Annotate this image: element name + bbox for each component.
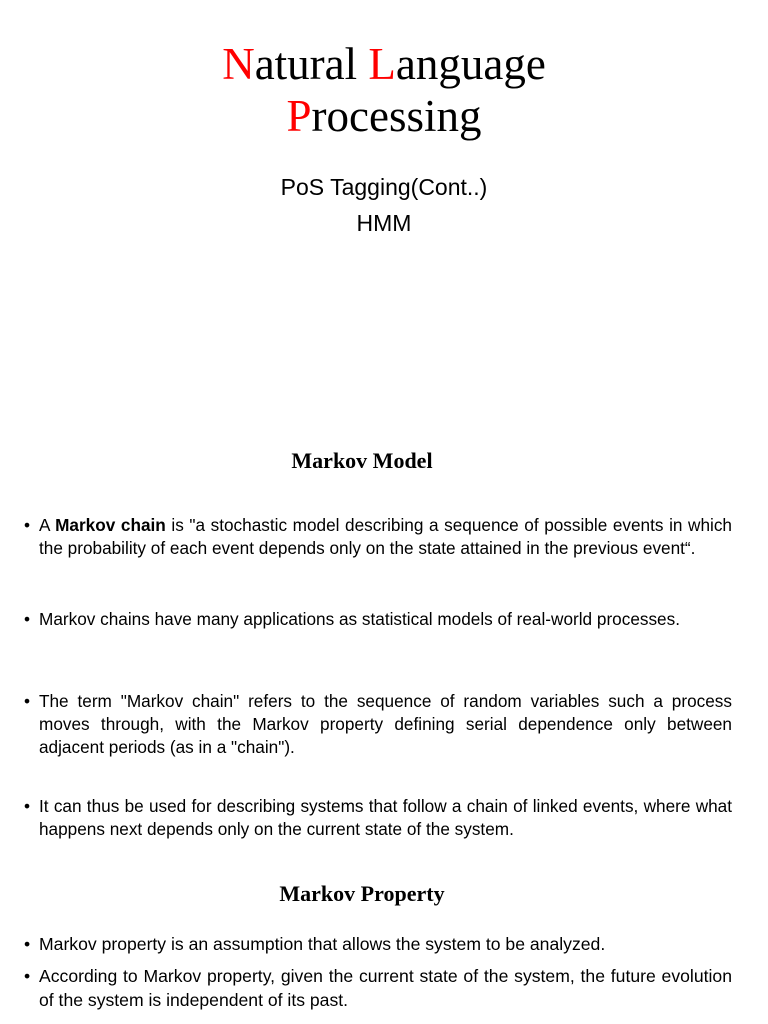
title-accent-p: P <box>286 91 312 141</box>
bullet-prefix: A <box>39 515 56 535</box>
title-word-rocessing: rocessing <box>311 91 482 141</box>
list-item <box>24 795 732 841</box>
list-item <box>24 964 732 1012</box>
markov-model-heading: Markov Model <box>291 448 433 473</box>
bullet-text: Markov chains have many applications as statistical models of real-world processes. <box>39 609 680 629</box>
bullet-text: It can thus be used for describing systems that follow a chain of linked events, where what happens next depends only on the current state of the system. <box>39 796 732 839</box>
title-word-anguage: anguage <box>395 39 546 89</box>
bullet-rest: is "a stochastic model describing a sequence of possible events in which the probability of each event depends only on the state attained in the previous event“. <box>39 515 732 558</box>
bullet-text: According to Markov property, given the current state of the system, the future evolution of the system is independent of its past. <box>39 966 732 1010</box>
markov-property-heading: Markov Property <box>279 881 445 906</box>
bullet-glyph: • <box>24 966 31 986</box>
subtitle-line-2: HMM <box>356 210 412 236</box>
subtitle <box>0 169 768 241</box>
page-title <box>0 38 768 142</box>
title-line-1 <box>0 38 768 90</box>
title-word-atural: atural <box>254 39 369 89</box>
title-accent-l: L <box>368 39 396 89</box>
list-item <box>24 932 732 956</box>
list-item <box>24 514 732 560</box>
bullet-glyph: • <box>24 609 31 629</box>
title-accent-n: N <box>222 39 255 89</box>
bullet-bold-term: Markov chain <box>55 515 166 535</box>
bullet-text <box>39 514 732 560</box>
list-item <box>24 608 732 631</box>
subtitle-line-1: PoS Tagging(Cont..) <box>280 174 488 200</box>
list-item <box>24 690 732 759</box>
bullet-glyph: • <box>24 691 31 711</box>
bullet-glyph: • <box>24 796 31 816</box>
bullet-glyph: • <box>24 515 31 535</box>
title-line-2 <box>0 90 768 142</box>
bullet-glyph: • <box>24 934 31 954</box>
bullet-text: Markov property is an assumption that allows the system to be analyzed. <box>39 934 606 954</box>
bullet-text: The term "Markov chain" refers to the sequence of random variables such a process moves through, with the Markov property defining serial dependence only between adjacent periods (as in a "chain"). <box>39 691 732 757</box>
